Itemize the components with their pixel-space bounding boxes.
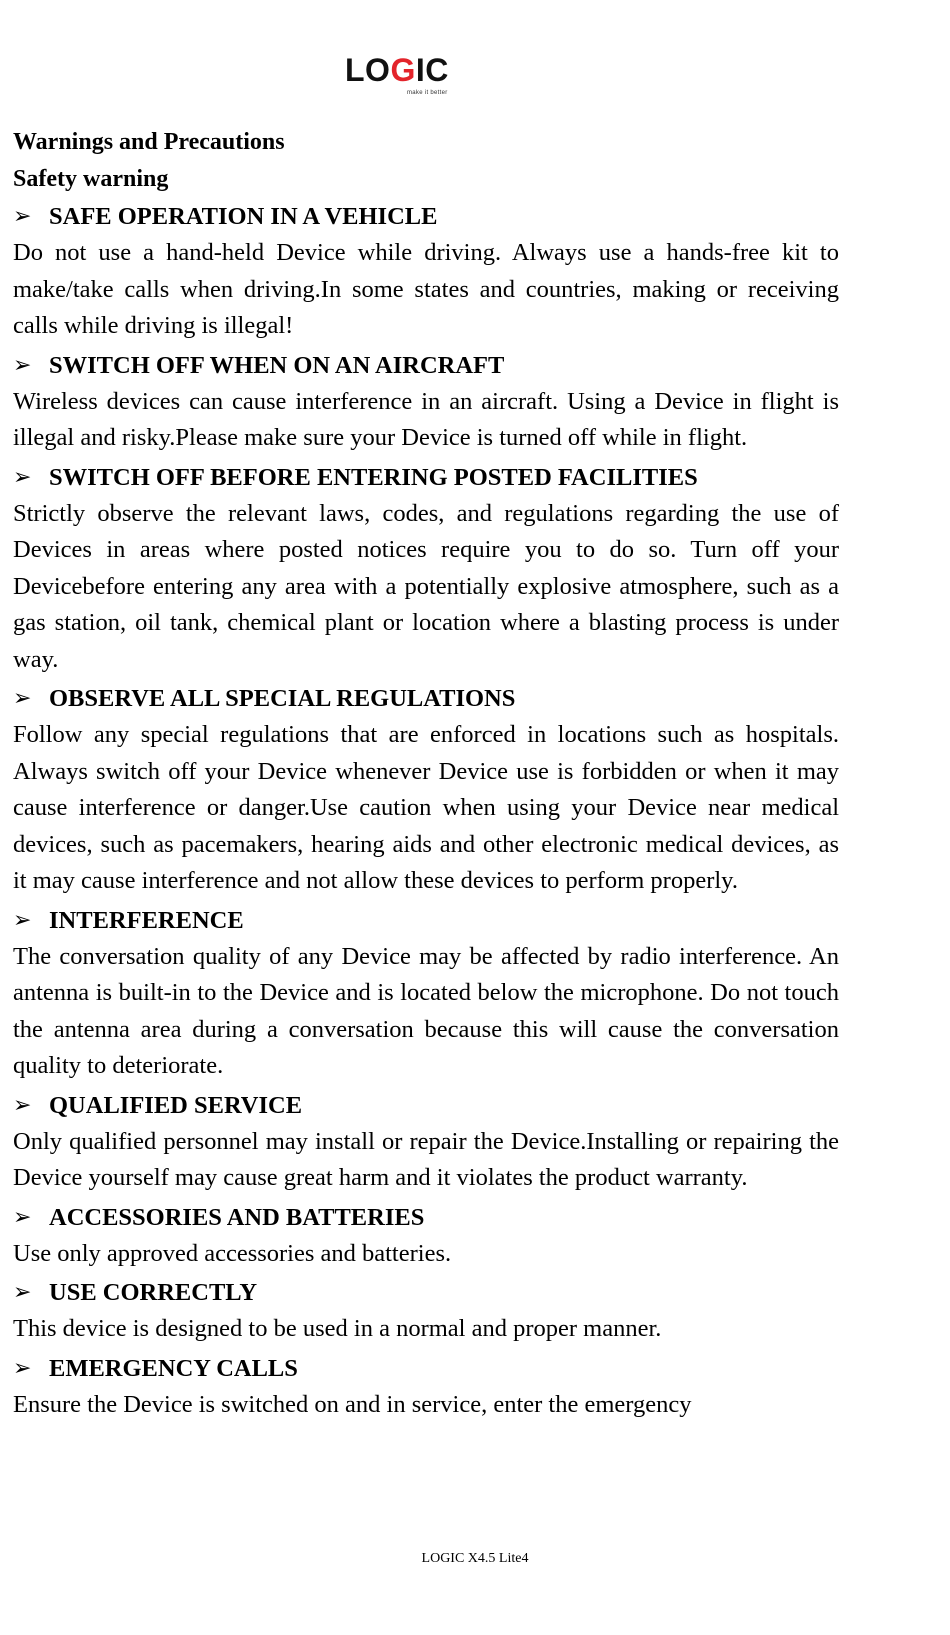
arrow-bullet-icon: ➢	[13, 1355, 32, 1381]
section-title-text: SAFE OPERATION IN A VEHICLE	[49, 203, 438, 230]
arrow-bullet-icon: ➢	[13, 352, 32, 378]
section-body: The conversation quality of any Device may be affected by radio interference. An antenna is built-in to the Device and is located below the microphone. Do not touch the antenna area during a conversation because this will cause the conversation quality to deteriorate.	[13, 942, 839, 1079]
page-subtitle: Safety warning	[13, 166, 169, 192]
arrow-bullet-icon: ➢	[13, 1092, 32, 1118]
section-body: Strictly observe the relevant laws, codes, and regulations regarding the use of Devices in areas where posted notices require you to do so. Turn off your Devicebefore entering any area with a potentially explosive atmosphere, such as a gas station, oil tank, chemical plant or location where a blasting process is under way.	[13, 499, 839, 673]
section-body: Only qualified personnel may install or repair the Device.Installing or repairing the Device yourself may cause great harm and it violates the product warranty.	[13, 1127, 839, 1191]
section-title	[13, 459, 839, 496]
section-title	[13, 347, 839, 384]
page-footer: LOGIC X4.5 Lite4	[421, 1551, 529, 1566]
logo-text-accent: G	[390, 52, 416, 88]
section-title-text: USE CORRECTLY	[49, 1279, 258, 1306]
section-body: Do not use a hand-held Device while driving. Always use a hands-free kit to make/take calls when driving.In some states and countries, making or receiving calls while driving is illegal!	[13, 239, 839, 339]
page-title: Warnings and Precautions	[13, 129, 285, 155]
section-body: Ensure the Device is switched on and in service, enter the emergency	[13, 1390, 692, 1418]
section-title	[13, 1199, 839, 1236]
section-title-text: QUALIFIED SERVICE	[49, 1091, 303, 1119]
arrow-bullet-icon: ➢	[13, 907, 32, 933]
section-title	[13, 198, 839, 235]
section-body: This device is designed to be used in a normal and proper manner.	[13, 1315, 662, 1342]
arrow-bullet-icon: ➢	[13, 464, 32, 490]
section-title-text: ACCESSORIES AND BATTERIES	[49, 1203, 425, 1231]
section-title	[13, 680, 839, 717]
section-body: Wireless devices can cause interference in an aircraft. Using a Device in flight is illegal and risky.Please make sure your Device is turned off while in flight.	[13, 387, 839, 451]
section-body: Use only approved accessories and batteries.	[13, 1239, 452, 1267]
warning-sections	[13, 198, 839, 1423]
section-title	[13, 1350, 839, 1387]
section-title	[13, 1274, 839, 1311]
logo-wordmark	[345, 52, 449, 88]
document-body	[13, 124, 839, 1425]
logo-tagline: make it better	[407, 90, 448, 96]
arrow-bullet-icon: ➢	[13, 686, 32, 711]
arrow-bullet-icon: ➢	[13, 1280, 32, 1305]
section-title-text: OBSERVE ALL SPECIAL REGULATIONS	[49, 685, 516, 712]
section-title-text: EMERGENCY CALLS	[49, 1354, 298, 1382]
section-title	[13, 902, 839, 939]
section-title	[13, 1087, 839, 1124]
section-body: Follow any special regulations that are enforced in locations such as hospitals. Always switch off your Device whenever Device use is forbidden or when it may cause interference or danger.Use caution when using your Device near medical devices, such as pacemakers, hearing aids and other electronic medical devices, as it may cause interference and not allow these devices to perform properly.	[13, 721, 839, 894]
logo-text-start: LO	[345, 52, 391, 88]
logo-text-end: IC	[415, 52, 449, 88]
section-title-text: SWITCH OFF WHEN ON AN AIRCRAFT	[49, 351, 505, 379]
section-title-text: SWITCH OFF BEFORE ENTERING POSTED FACILITIES	[49, 463, 698, 491]
arrow-bullet-icon: ➢	[13, 204, 32, 229]
arrow-bullet-icon: ➢	[13, 1204, 32, 1230]
brand-logo	[345, 52, 475, 104]
section-title-text: INTERFERENCE	[49, 906, 244, 934]
